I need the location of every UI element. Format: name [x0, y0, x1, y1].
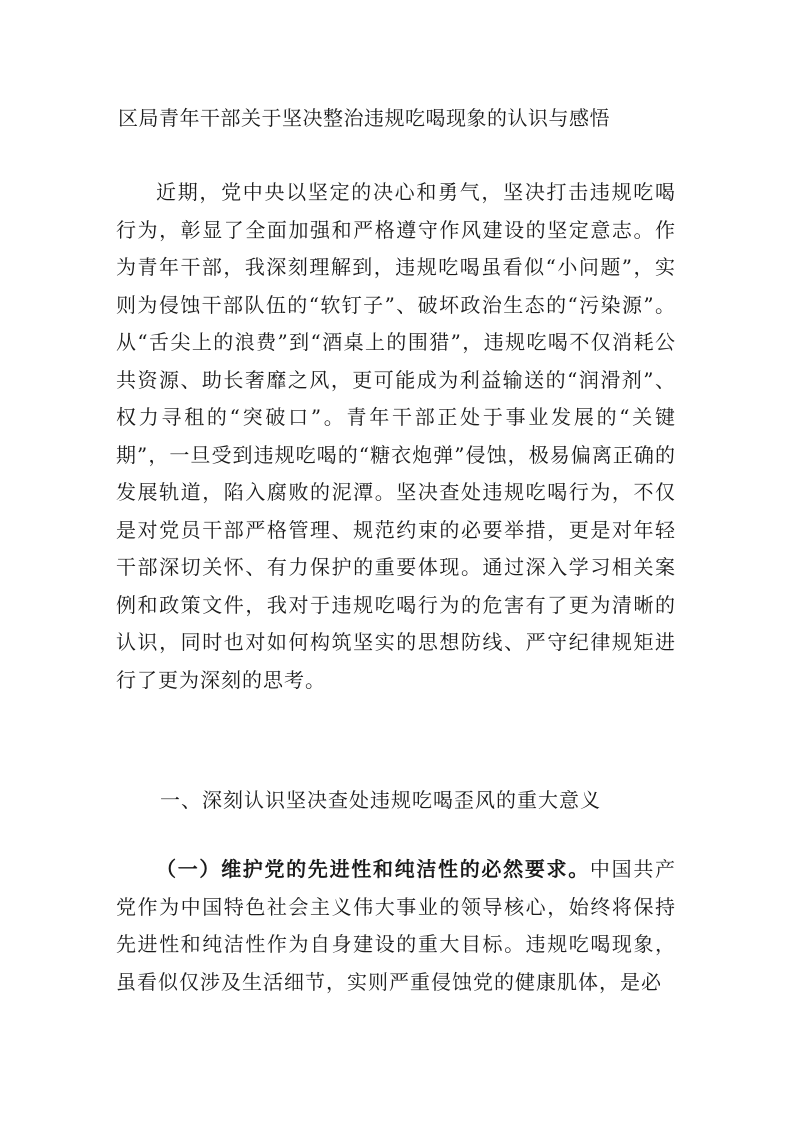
subsection-label: （一）维护党的先进性和纯洁性的必然要求。 [156, 857, 590, 881]
intro-paragraph: 近期，党中央以坚定的决心和勇气，坚决打击违规吃喝行为，彰显了全面加强和严格遵守作风建设的坚定意志。作为青年干部，我深刻理解到，违规吃喝虽看似“小问题”，实则为侵蚀干部队伍的“软钉子”、破坏政治生态的“污染源”。从“舌尖上的浪费”到“酒桌上的围猎”，违规吃喝不仅消耗公共资源、助长奢靡之风，更可能成为利益输送的“润滑剂”、权力寻租的“突破口”。青年干部正处于事业发展的“关键期”，一旦受到违规吃喝的“糖衣炮弹”侵蚀，极易偏离正确的发展轨道，陷入腐败的泥潭。坚决查处违规吃喝行为，不仅是对党员干部严格管理、规范约束的必要举措，更是对年轻干部深切关怀、有力保护的重要体现。通过深入学习相关案例和政策文件，我对于违规吃喝行为的危害有了更为清晰的认识，同时也对如何构筑坚实的思想防线、严守纪律规矩进行了更为深刻的思考。 [116, 180, 676, 692]
document-title: 区局青年干部关于坚决整治违规吃喝现象的认识与感悟 [118, 106, 610, 130]
section-heading: 一、深刻认识坚决查处违规吃喝歪风的重大意义 [160, 788, 601, 812]
subsection-text: 中国共产党作为中国特色社会主义伟大事业的领导核心，始终将保持先进性和纯洁性作为自身建设的重大目标。违规吃喝现象，虽看似仅涉及生活细节，实则严重侵蚀党的健康肌体，是必 [116, 857, 677, 994]
subsection-paragraph [116, 851, 676, 1001]
